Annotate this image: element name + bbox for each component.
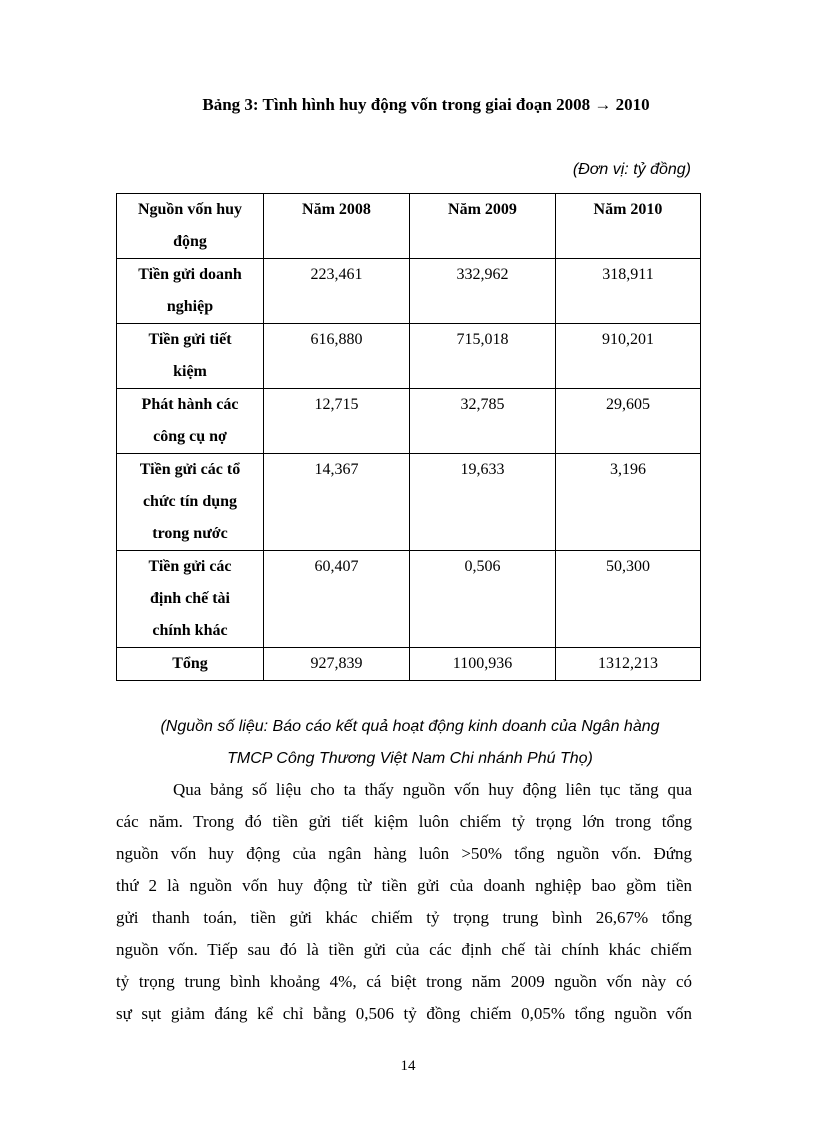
row-label-line: trong nước <box>152 525 228 542</box>
row-label-line: chính khác <box>152 622 228 639</box>
table-total-row <box>117 648 701 681</box>
cell-2008: 927,839 <box>264 648 410 681</box>
header-source <box>117 194 264 259</box>
paragraph-line: sự sụt giảm đáng kể chỉ bằng 0,506 tỷ đồng chiếm 0,05% tổng nguồn vốn <box>116 1004 692 1023</box>
cell-2010: 29,605 <box>556 389 701 454</box>
row-label <box>117 324 264 389</box>
table-row <box>117 259 701 324</box>
paragraph-line: nguồn vốn huy động của ngân hàng luôn >50% tổng nguồn vốn. Đứng <box>116 844 692 863</box>
row-label <box>117 259 264 324</box>
paragraph-line: Qua bảng số liệu cho ta thấy nguồn vốn huy động liên tục tăng qua <box>173 780 692 799</box>
header-2009: Năm 2009 <box>410 194 556 259</box>
source-line: TMCP Công Thương Việt Nam Chi nhánh Phú Thọ) <box>227 750 593 767</box>
cell-2010: 318,911 <box>556 259 701 324</box>
cell-2009: 0,506 <box>410 551 556 648</box>
row-label <box>117 648 264 681</box>
cell-2009: 715,018 <box>410 324 556 389</box>
row-label <box>117 551 264 648</box>
source-note <box>100 711 720 775</box>
row-label-line: định chế tài <box>149 590 230 607</box>
table-title: Bảng 3: Tình hình huy động vốn trong giai đoạn 2008 → 2010 <box>202 95 650 114</box>
capital-table <box>116 193 701 681</box>
cell-2009: 32,785 <box>410 389 556 454</box>
unit-note: (Đơn vị: tỷ đồng) <box>572 161 691 178</box>
cell-2010: 1312,213 <box>556 648 701 681</box>
row-label-line: kiệm <box>173 363 207 380</box>
page-number: 14 <box>400 1058 416 1074</box>
cell-2008: 14,367 <box>264 454 410 551</box>
row-label-line: công cụ nợ <box>153 428 227 445</box>
row-label-line: Phát hành các <box>141 396 239 413</box>
table-header-row <box>117 194 701 259</box>
paragraph-line: gửi thanh toán, tiền gửi khác chiếm tỷ trọng trung bình 26,67% tổng <box>116 908 692 927</box>
cell-2010: 910,201 <box>556 324 701 389</box>
row-label-line: nghiệp <box>166 298 214 315</box>
body-paragraph <box>116 774 692 1030</box>
table-row <box>117 454 701 551</box>
table-row <box>117 389 701 454</box>
cell-2008: 12,715 <box>264 389 410 454</box>
cell-2009: 332,962 <box>410 259 556 324</box>
cell-2008: 223,461 <box>264 259 410 324</box>
cell-2008: 60,407 <box>264 551 410 648</box>
row-label-line: Tổng <box>172 655 208 672</box>
paragraph-line: các năm. Trong đó tiền gửi tiết kiệm luôn chiếm tỷ trọng lớn trong tổng <box>116 812 692 831</box>
table-row <box>117 551 701 648</box>
row-label-line: Tiền gửi doanh <box>138 266 242 283</box>
row-label <box>117 454 264 551</box>
row-label-line: Tiền gửi các <box>148 558 232 575</box>
row-label <box>117 389 264 454</box>
table-row <box>117 324 701 389</box>
cell-2010: 50,300 <box>556 551 701 648</box>
cell-2009: 1100,936 <box>410 648 556 681</box>
paragraph-line: tỷ trọng trung bình khoảng 4%, cá biệt trong năm 2009 nguồn vốn này có <box>116 972 692 991</box>
paragraph-line: nguồn vốn. Tiếp sau đó là tiền gửi của các định chế tài chính khác chiếm <box>116 940 692 959</box>
header-2008: Năm 2008 <box>264 194 410 259</box>
row-label-line: Tiền gửi tiết <box>148 331 232 348</box>
source-line: (Nguồn số liệu: Báo cáo kết quả hoạt động kinh doanh của Ngân hàng <box>160 718 660 735</box>
cell-2008: 616,880 <box>264 324 410 389</box>
header-2010: Năm 2010 <box>556 194 701 259</box>
row-label-line: Tiền gửi các tổ <box>139 461 241 478</box>
cell-2009: 19,633 <box>410 454 556 551</box>
cell-2010: 3,196 <box>556 454 701 551</box>
header-source-text: Nguồn vốn huy động <box>137 201 243 250</box>
row-label-line: chức tín dụng <box>142 493 238 510</box>
paragraph-line: thứ 2 là nguồn vốn huy động từ tiền gửi của doanh nghiệp bao gồm tiền <box>116 876 692 895</box>
